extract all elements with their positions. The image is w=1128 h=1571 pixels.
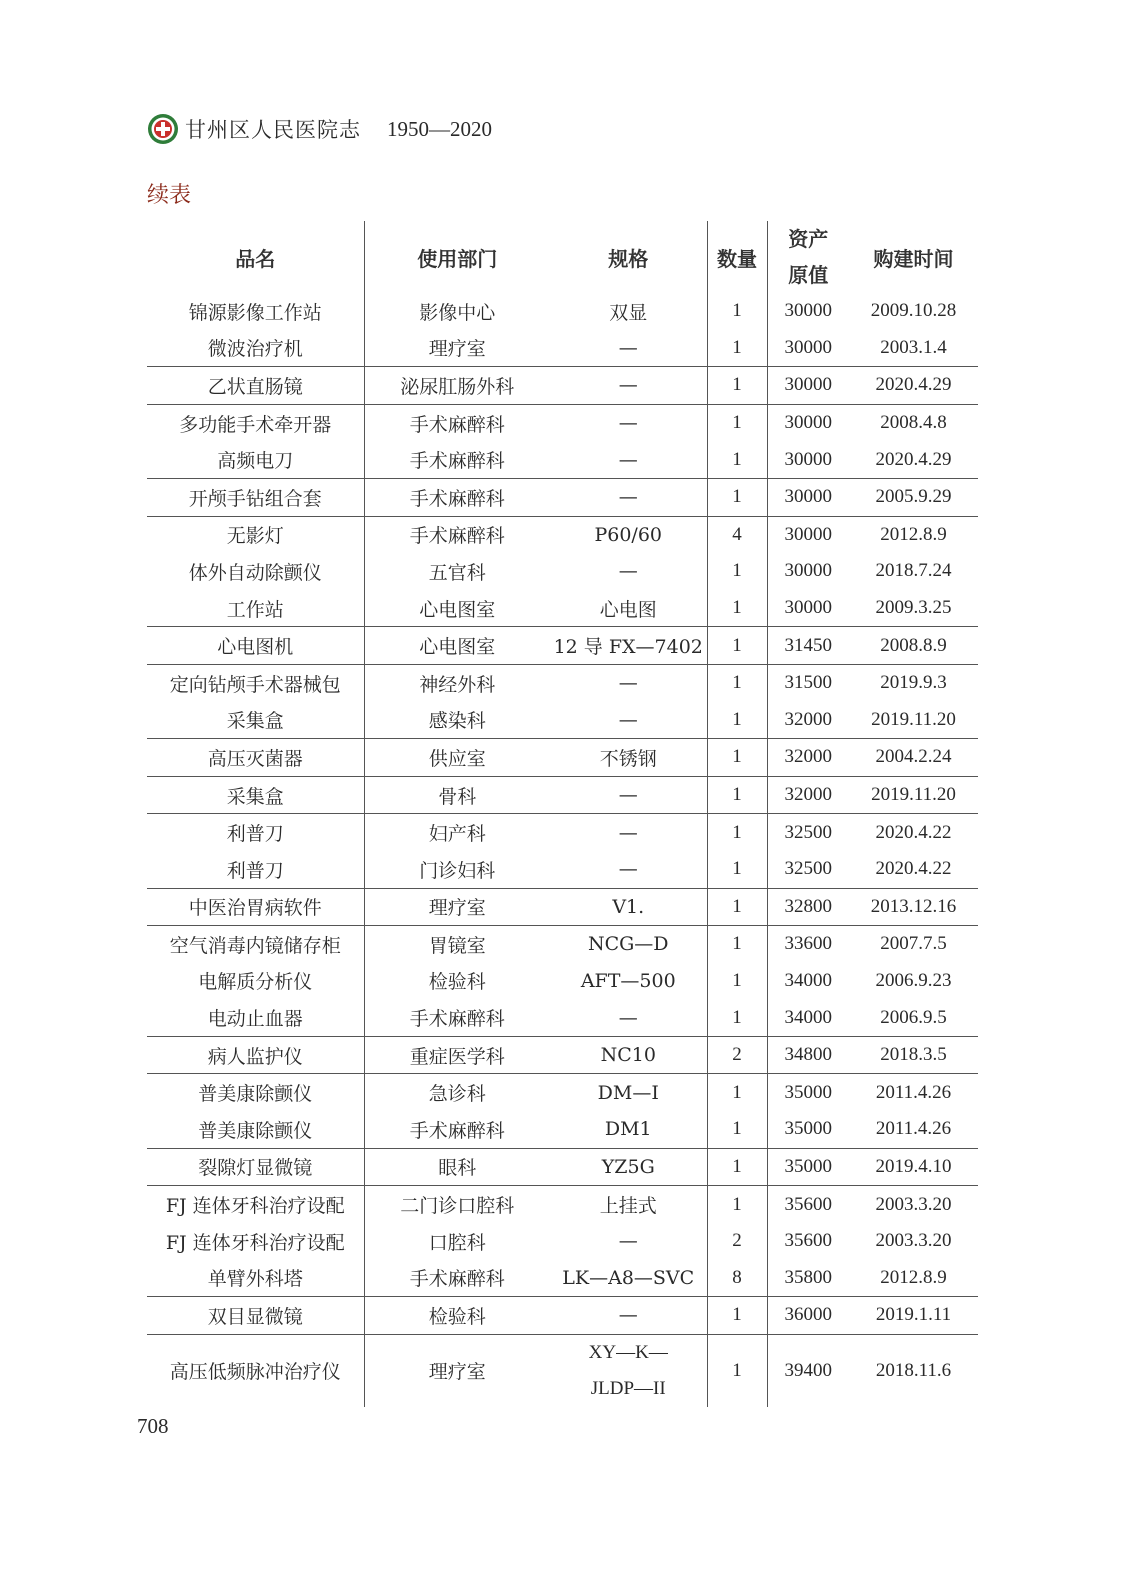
cell-dept: 心电图室 [364,590,550,627]
cell-qty: 1 [707,590,767,627]
cell-value: 30000 [767,330,849,367]
cell-dept: 理疗室 [364,1334,550,1407]
cell-name: 普美康除颤仪 [147,1074,364,1111]
header-value [767,221,849,293]
header-value-line1: 资产 [788,227,829,251]
cell-dept: 感染科 [364,702,550,739]
cell-date: 2011.4.26 [849,1074,978,1111]
cell-qty: 2 [707,1223,767,1260]
cell-value: 35600 [767,1186,849,1223]
cell-date: 2009.3.25 [875,597,952,619]
cell-date: 2012.8.9 [880,1266,947,1288]
cell-qty: 1 [707,963,767,1000]
cell-date: 2003.3.20 [875,1230,952,1252]
cell-name: 利普刀 [147,814,364,851]
cell-value: 35000 [767,1148,849,1186]
cell-dept: 手术麻醉科 [364,1111,550,1148]
cell-qty: 1 [707,999,767,1036]
hospital-logo-icon [147,113,179,145]
cell-value: 35800 [767,1259,849,1296]
cell-qty: 1 [707,553,767,590]
cell-qty: 1 [707,888,767,926]
cell-spec: 不锈钢 [550,739,707,777]
cell-value: 34800 [767,1036,849,1074]
cell-spec: P60/60 [550,516,707,553]
table-row [147,1111,978,1148]
header-spec: 规格 [608,246,649,271]
cell-spec: — [618,1006,638,1029]
cell-date: 2018.11.6 [849,1334,978,1407]
cell-qty: 1 [707,814,767,851]
cell-spec: LK—A8—SVC [562,1266,695,1289]
cell-value: 34000 [767,963,849,1000]
cell-date: 2019.11.20 [871,708,956,730]
table-row [147,404,978,441]
cell-spec: DM1 [604,1118,652,1141]
table-row [147,516,978,553]
cell-spec [550,1334,707,1407]
table-row [147,999,978,1036]
cell-date: 2019.4.10 [849,1148,978,1186]
continued-table-label: 续表 [147,183,192,208]
cell-value: 32000 [767,702,849,739]
cell-value: 30000 [767,516,849,553]
cell-value: 30000 [767,590,849,627]
cell-date: 2007.7.5 [849,926,978,963]
book-title: 甘州区人民医院志 [185,118,361,142]
table-row [147,1036,978,1074]
cell-name: 电动止血器 [207,1008,303,1031]
cell-name: 高压低频脉冲治疗仪 [147,1334,364,1407]
cell-spec: DM—I [550,1074,707,1111]
cell-date: 2013.12.16 [849,888,978,926]
cell-value: 35600 [767,1223,849,1260]
header-name: 品名 [235,246,276,271]
cell-name: FJ 连体牙科治疗设配 [147,1186,364,1223]
cell-spec: AFT—500 [580,969,676,992]
cell-spec: — [618,560,638,583]
cell-spec: — [618,336,638,359]
cell-qty: 1 [707,1334,767,1407]
cell-qty: 1 [707,627,767,665]
cell-dept: 神经外科 [364,664,550,701]
table-row [147,963,978,1000]
cell-dept: 眼科 [364,1148,550,1186]
cell-date: 2020.4.29 [875,448,952,470]
cell-date: 2003.1.4 [880,336,947,358]
cell-date: 2020.4.22 [875,858,952,880]
cell-value: 35000 [767,1074,849,1111]
cell-date: 2008.4.8 [849,404,978,441]
cell-value: 32000 [767,739,849,777]
cell-qty: 4 [707,516,767,553]
cell-qty: 1 [707,441,767,478]
cell-dept: 急诊科 [364,1074,550,1111]
cell-name: 多功能手术牵开器 [147,404,364,441]
cell-spec: — [550,367,707,405]
table-row [147,590,978,627]
cell-spec: 上挂式 [550,1186,707,1223]
header-value-line2: 原值 [788,263,829,287]
cell-dept: 骨科 [364,776,550,814]
cell-qty: 1 [707,1148,767,1186]
cell-dept: 手术麻醉科 [364,1259,550,1296]
cell-name: 体外自动除颤仪 [188,561,322,584]
table-row [147,293,978,330]
cell-spec: NCG—D [550,926,707,963]
cell-name: 微波治疗机 [207,338,303,361]
cell-date: 2011.4.26 [875,1118,952,1140]
cell-dept: 手术麻醉科 [364,999,550,1036]
table-row [147,888,978,926]
cell-date: 2008.8.9 [849,627,978,665]
table-row [147,664,978,701]
table-row [147,739,978,777]
cell-spec: — [550,478,707,516]
cell-name: 无影灯 [147,516,364,553]
cell-spec: — [550,664,707,701]
cell-dept: 门诊妇科 [364,851,550,888]
cell-qty: 1 [707,664,767,701]
table-row [147,330,978,367]
cell-name: 空气消毒内镜储存柜 [147,926,364,963]
cell-name: 单臂外科塔 [207,1268,303,1291]
cell-name: 利普刀 [226,859,284,882]
cell-date: 2009.10.28 [870,300,957,322]
cell-qty: 1 [707,293,767,330]
cell-dept: 手术麻醉科 [364,478,550,516]
cell-value: 32800 [767,888,849,926]
cell-spec: — [550,814,707,851]
cell-spec: — [550,1297,707,1335]
cell-name: 采集盒 [147,776,364,814]
cell-name: 双目显微镜 [147,1297,364,1335]
cell-dept: 检验科 [364,963,550,1000]
cell-value: 32500 [767,814,849,851]
table-row [147,1297,978,1335]
cell-name: 开颅手钻组合套 [147,478,364,516]
cell-date: 2019.9.3 [849,664,978,701]
cell-value: 30000 [767,441,849,478]
cell-name: 采集盒 [226,710,284,733]
cell-spec: 双显 [609,301,648,324]
cell-qty: 1 [707,1297,767,1335]
header-date: 购建时间 [873,246,954,271]
table-row [147,1259,978,1296]
cell-dept: 影像中心 [364,293,550,330]
cell-date: 2006.9.5 [880,1006,947,1028]
cell-value: 31500 [767,664,849,701]
cell-dept: 二门诊口腔科 [364,1186,550,1223]
cell-spec: NC10 [550,1036,707,1074]
table-row [147,441,978,478]
cell-spec: — [618,858,638,881]
table-row [147,814,978,851]
cell-name: 高压灭菌器 [147,739,364,777]
cell-name: 心电图机 [147,627,364,665]
cell-qty: 1 [707,330,767,367]
cell-name: 中医治胃病软件 [147,888,364,926]
table-row [147,367,978,405]
book-years: 1950—2020 [387,116,492,141]
cell-value: 39400 [767,1334,849,1407]
cell-spec: 12 导 FX—7402 [550,627,707,665]
table-row [147,1074,978,1111]
cell-name: 裂隙灯显微镜 [147,1148,364,1186]
cell-dept: 供应室 [364,739,550,777]
cell-spec: YZ5G [550,1148,707,1186]
cell-dept: 检验科 [364,1297,550,1335]
table-row [147,702,978,739]
cell-dept: 口腔科 [364,1223,550,1260]
cell-value: 31450 [767,627,849,665]
cell-spec: — [618,448,638,471]
cell-name: 病人监护仪 [147,1036,364,1074]
table-row [147,851,978,888]
cell-dept: 胃镜室 [364,926,550,963]
cell-qty: 1 [707,1111,767,1148]
cell-dept: 理疗室 [364,888,550,926]
table-row [147,627,978,665]
cell-name: 高频电刀 [217,450,294,473]
cell-name: 电解质分析仪 [198,971,313,994]
table-row [147,1223,978,1260]
cell-date: 2006.9.23 [875,969,952,991]
cell-date: 2020.4.29 [849,367,978,405]
cell-date: 2005.9.29 [849,478,978,516]
page-number: 708 [137,1414,169,1438]
cell-dept: 泌尿肛肠外科 [364,367,550,405]
cell-dept: 手术麻醉科 [364,404,550,441]
table-row [147,478,978,516]
cell-value: 36000 [767,1297,849,1335]
cell-spec: — [618,708,638,731]
cell-value: 30000 [767,478,849,516]
cell-value: 33600 [767,926,849,963]
cell-name: 锦源影像工作站 [188,301,322,324]
running-header [147,112,492,146]
cell-date: 2004.2.24 [849,739,978,777]
table-row [147,1186,978,1223]
cell-qty: 1 [707,776,767,814]
cell-qty: 1 [707,851,767,888]
cell-qty: 1 [707,404,767,441]
cell-spec: V1. [550,888,707,926]
cell-date: 2019.1.11 [849,1297,978,1335]
cell-spec-line2: JLDP—II [590,1377,666,1399]
cell-date: 2019.11.20 [849,776,978,814]
table-header-row [147,221,978,293]
cell-qty: 1 [707,1186,767,1223]
table-row [147,553,978,590]
cell-qty: 1 [707,367,767,405]
cell-date: 2018.7.24 [875,560,952,582]
cell-qty: 1 [707,478,767,516]
cell-dept: 理疗室 [364,330,550,367]
cell-value: 30000 [767,293,849,330]
cell-dept: 手术麻醉科 [364,516,550,553]
cell-value: 32000 [767,776,849,814]
cell-dept: 手术麻醉科 [364,441,550,478]
cell-qty: 1 [707,739,767,777]
cell-spec-line1: XY—K— [588,1341,668,1363]
cell-spec: 心电图 [599,598,657,621]
cell-value: 30000 [767,367,849,405]
table-row [147,776,978,814]
cell-name: 乙状直肠镜 [147,367,364,405]
cell-date: 2018.3.5 [849,1036,978,1074]
cell-name: FJ 连体牙科治疗设配 [165,1231,345,1254]
cell-dept: 心电图室 [364,627,550,665]
cell-value: 34000 [767,999,849,1036]
cell-dept: 妇产科 [364,814,550,851]
cell-date: 2003.3.20 [849,1186,978,1223]
cell-dept: 五官科 [364,553,550,590]
table-row [147,926,978,963]
cell-spec: — [550,404,707,441]
cell-qty: 1 [707,1074,767,1111]
cell-name: 工作站 [226,598,284,621]
cell-qty: 1 [707,926,767,963]
table-row [147,1148,978,1186]
cell-value: 32500 [767,851,849,888]
cell-name: 普美康除颤仪 [198,1119,313,1142]
equipment-table [147,221,978,1407]
cell-spec: — [618,1230,638,1253]
header-qty: 数量 [707,221,767,293]
cell-value: 30000 [767,553,849,590]
cell-value: 35000 [767,1111,849,1148]
cell-date: 2020.4.22 [849,814,978,851]
cell-qty: 2 [707,1036,767,1074]
cell-qty: 8 [707,1259,767,1296]
cell-name: 定向钻颅手术器械包 [147,664,364,701]
header-dept: 使用部门 [364,221,550,293]
cell-dept: 重症医学科 [364,1036,550,1074]
table-row [147,1334,978,1407]
cell-value: 30000 [767,404,849,441]
cell-spec: — [550,776,707,814]
cell-date: 2012.8.9 [849,516,978,553]
cell-qty: 1 [707,702,767,739]
